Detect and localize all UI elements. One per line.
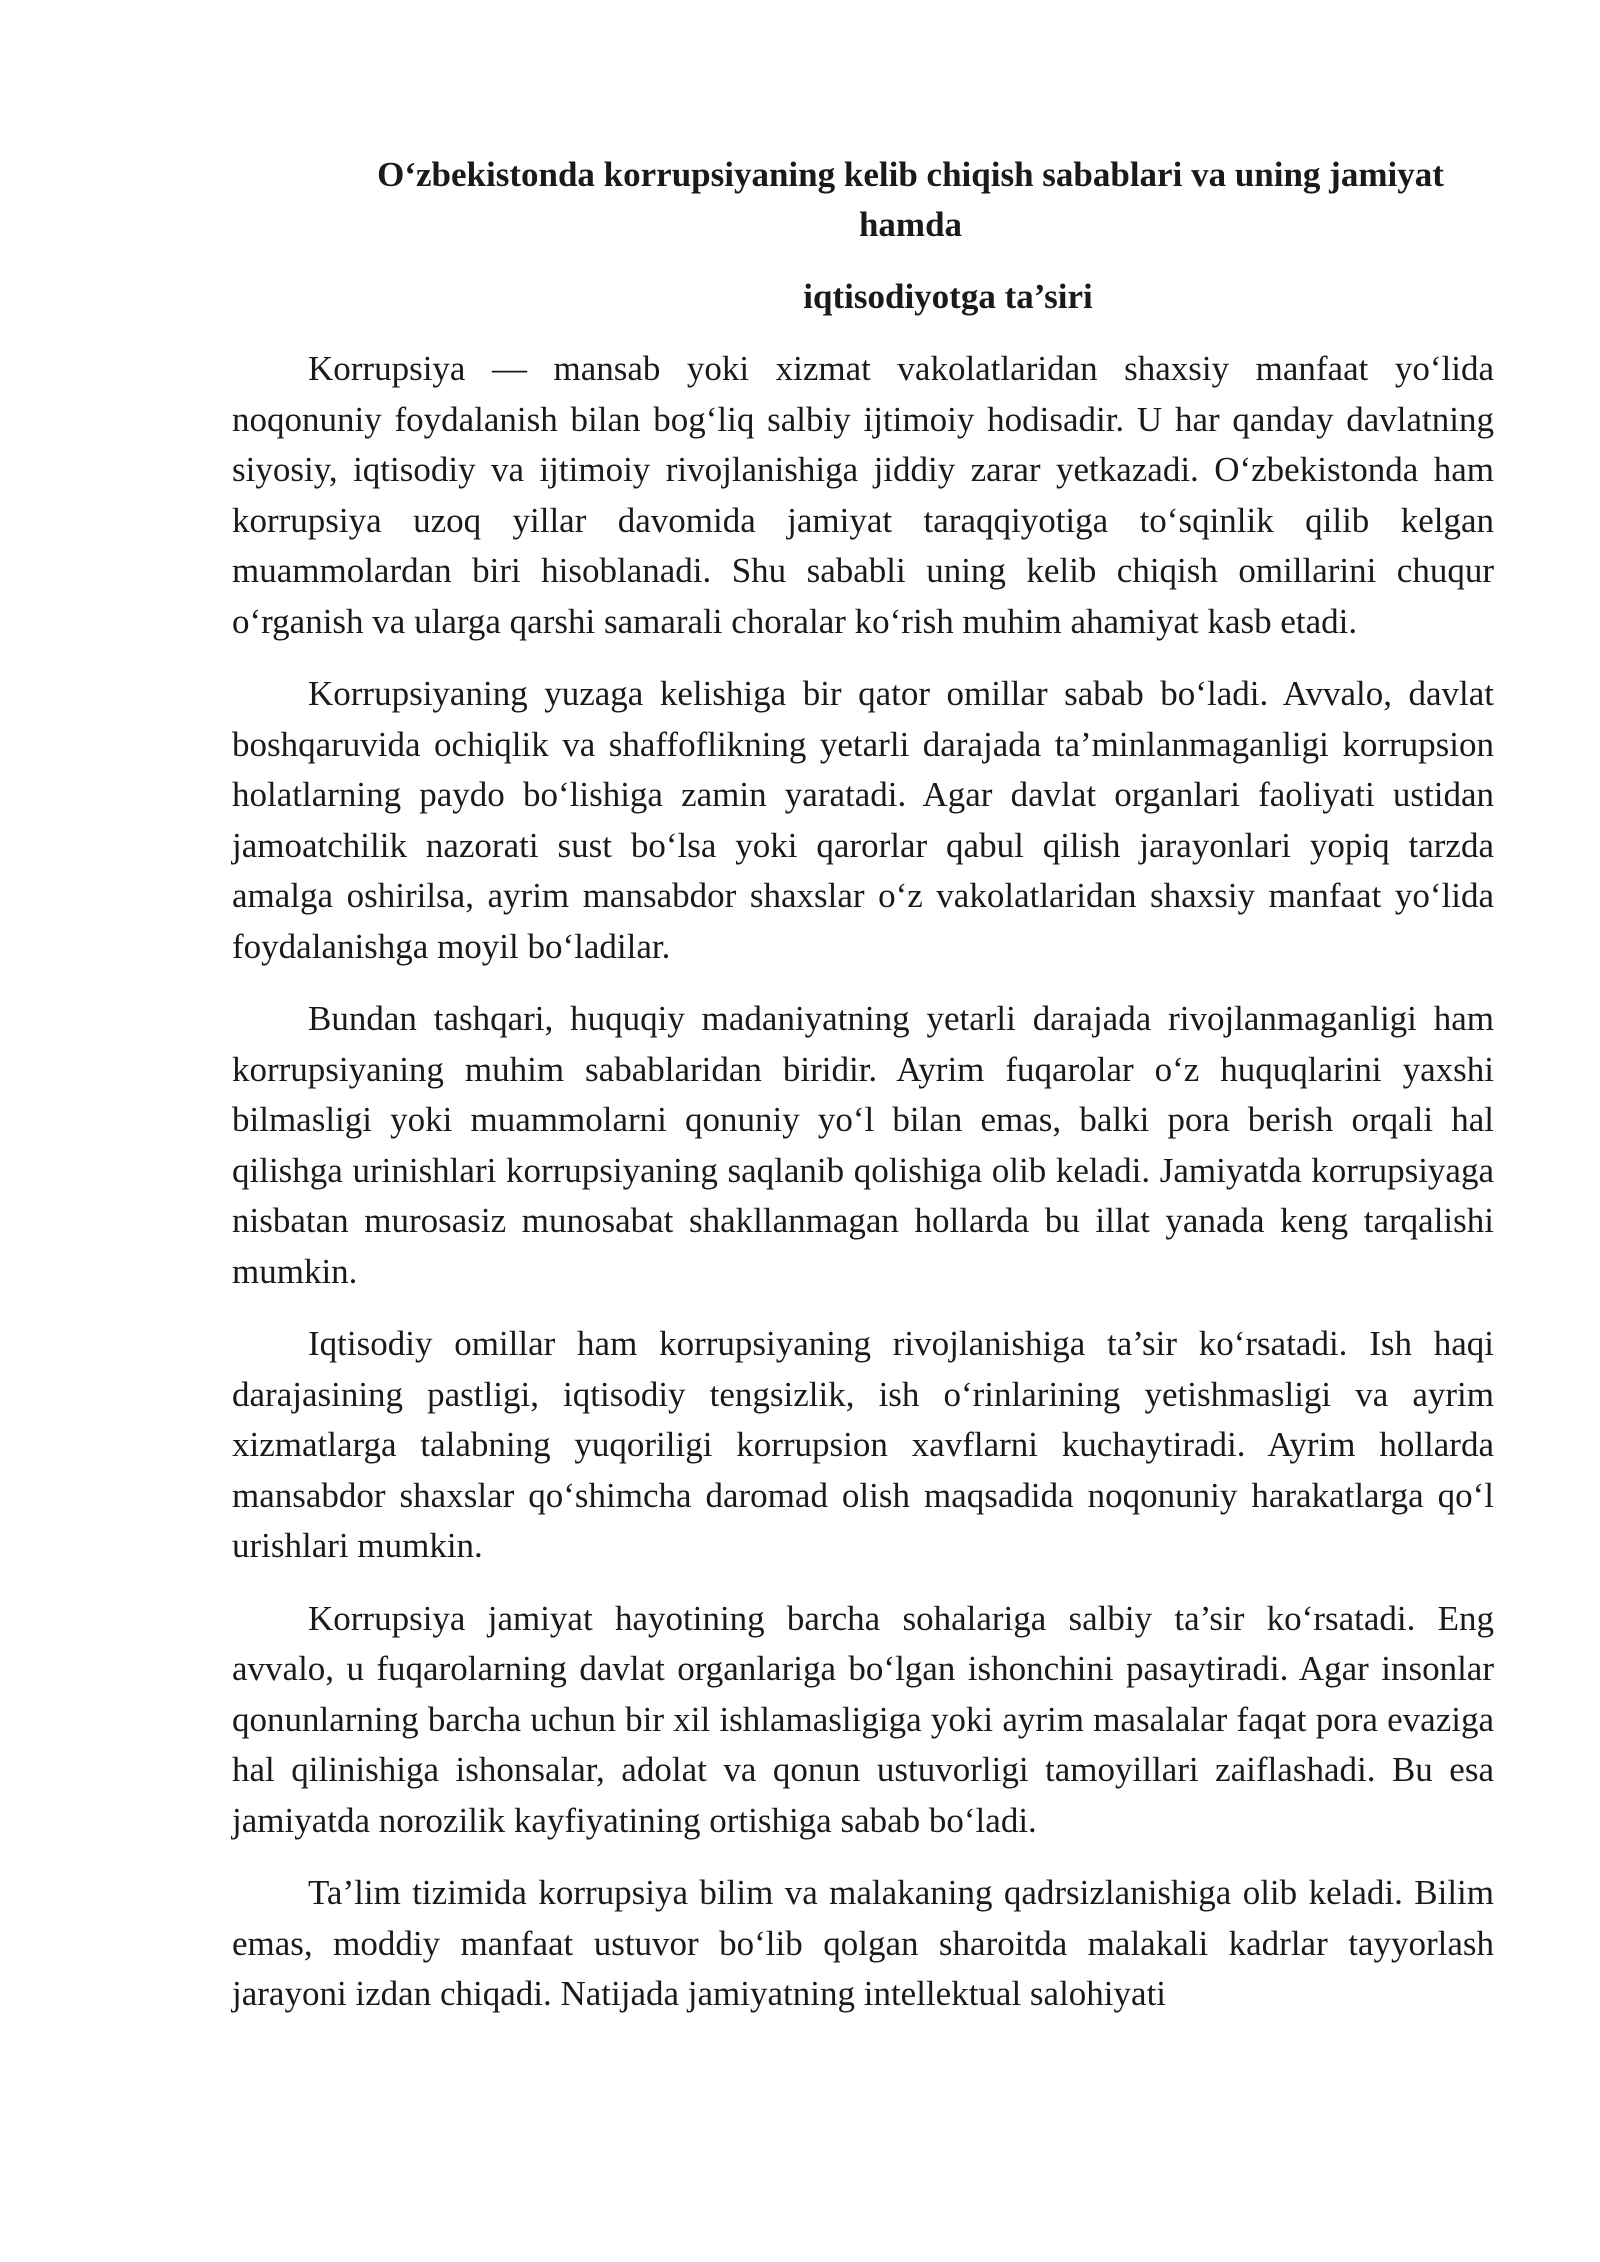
document-page <box>232 150 1494 2042</box>
document-title: O‘zbekistonda korrupsiyaning kelib chiqish sabablari va uning jamiyat hamda <box>377 155 1444 244</box>
paragraph: Korrupsiyaning yuzaga kelishiga bir qator omillar sabab bo‘ladi. Avvalo, davlat boshqaruvida ochiqlik va shaffoflikning yetarli darajada ta’minlanmaganligi korrupsion holatlarning paydo bo‘lishiga zamin yaratadi. Agar davlat organlari faoliyati ustidan jamoatchilik nazorati sust bo‘lsa yoki qarorlar qabul qilish jarayonlari yopiq tarzda amalga oshirilsa, ayrim mansabdor shaxslar o‘z vakolatlaridan shaxsiy manfaat yo‘lida foydalanishga moyil bo‘ladilar. <box>232 674 1494 966</box>
document-subtitle: iqtisodiyotga ta’siri <box>803 277 1093 316</box>
paragraph: Iqtisodiy omillar ham korrupsiyaning rivojlanishiga ta’sir ko‘rsatadi. Ish haqi darajasining pastligi, iqtisodiy tengsizlik, ish o‘rinlarining yetishmasligi va ayrim xizmatlarga talabning yuqoriligi korrupsion xavflarni kuchaytiradi. Ayrim hollarda mansabdor shaxslar qo‘shimcha daromad olish maqsadida noqonuniy harakatlarga qo‘l urishlari mumkin. <box>232 1324 1494 1565</box>
paragraph: Ta’lim tizimida korrupsiya bilim va malakaning qadrsizlanishiga olib keladi. Bilim emas, moddiy manfaat ustuvor bo‘lib qolgan sharoitda malakali kadrlar tayyorlash jarayoni izdan chiqadi. Natijada jamiyatning intellektual salohiyati <box>232 1873 1494 2013</box>
paragraph: Korrupsiya jamiyat hayotining barcha sohalariga salbiy ta’sir ko‘rsatadi. Eng avvalo, u fuqarolarning davlat organlariga bo‘lgan ishonchini pasaytiradi. Agar insonlar qonunlarning barcha uchun bir xil ishlamasligiga yoki ayrim masalalar faqat pora evaziga hal qilinishiga ishonsalar, adolat va qonun ustuvorligi tamoyillari zaiflashadi. Bu esa jamiyatda norozilik kayfiyatining ortishiga sabab bo‘ladi. <box>232 1598 1494 1840</box>
paragraph: Bundan tashqari, huquqiy madaniyatning yetarli darajada rivojlanmaganligi ham korrupsiyaning muhim sabablaridan biridir. Ayrim fuqarolar o‘z huquqlarini yaxshi bilmasligi yoki muammolarni qonuniy yo‘l bilan emas, balki pora berish orqali hal qilishga urinishlari korrupsiyaning saqlanib qolishiga olib keladi. Jamiyatda korrupsiyaga nisbatan murosasiz munosabat shakllanmagan hollarda bu illat yanada keng tarqalishi mumkin. <box>232 999 1494 1291</box>
paragraph: Korrupsiya — mansab yoki xizmat vakolatlaridan shaxsiy manfaat yo‘lida noqonuniy foydalanish bilan bog‘liq salbiy ijtimoiy hodisadir. U har qanday davlatning siyosiy, iqtisodiy va ijtimoiy rivojlanishiga jiddiy zarar yetkazadi. O‘zbekistonda ham korrupsiya uzoq yillar davomida jamiyat taraqqiyotiga to‘sqinlik qilib kelgan muammolardan biri hisoblanadi. Shu sababli uning kelib chiqish omillarini chuqur o‘rganish va ularga qarshi samarali choralar ko‘rish muhim ahamiyat kasb etadi. <box>232 349 1494 641</box>
